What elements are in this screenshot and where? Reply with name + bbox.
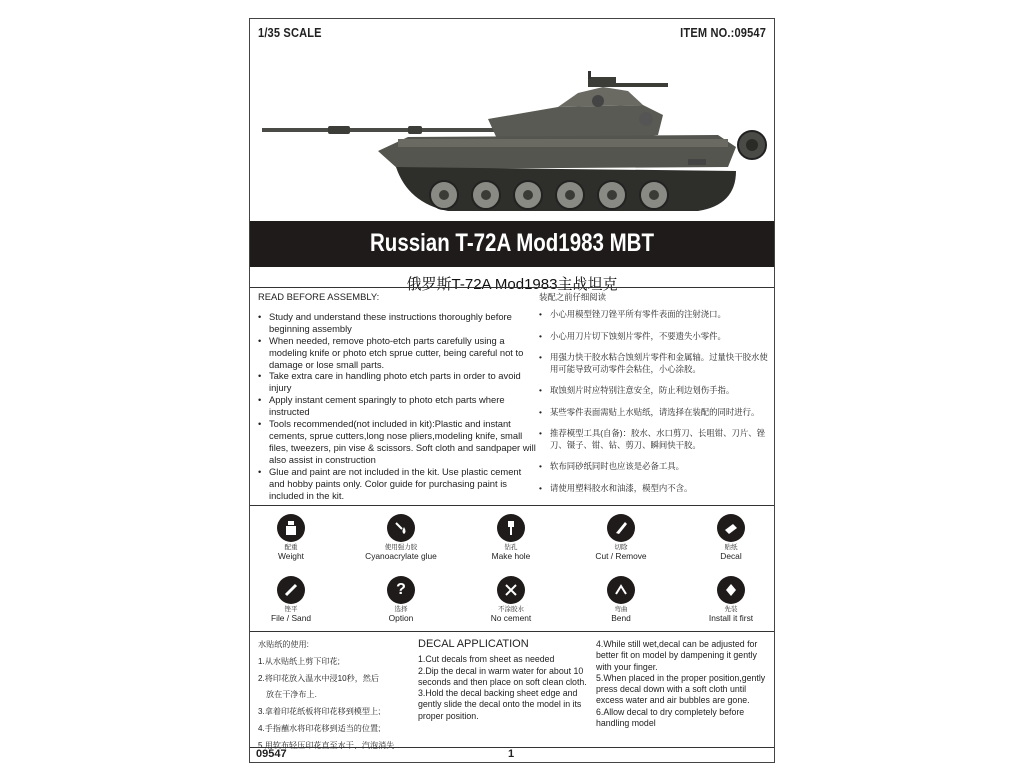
legend-file: 锉平 File / Sand: [249, 576, 336, 623]
title-banner: [250, 221, 774, 267]
read-item: • Glue and paint are not included in the kit. Use plastic cement and hobby paints only. Color guide for purchasing paint is included in the kit.: [258, 466, 538, 502]
read-cn-item: • 软布同砂纸同时也应该是必备工具。: [539, 461, 771, 473]
read-heading: READ BEFORE ASSEMBLY:: [258, 291, 380, 302]
page-number: 1: [508, 748, 515, 760]
glue-drop-icon: [387, 514, 415, 542]
decal-cn-column: 水贴纸的使用: 1.从水贴纸上剪下印花; 2.将印花放入温水中浸10秒，然后 放在干净布上. 3.拿着印花纸板将印花移到模型上; 4.手指蘸水将印花移到适当的位置; 5.用软布轻压印花直至水干、汽泡消失: [258, 640, 395, 750]
read-cn-item: • 请使用塑料胶水和油漆，模型内不含。: [539, 483, 771, 495]
no-cement-icon: [497, 576, 525, 604]
item-number: ITEM NO.:09547: [680, 25, 766, 40]
read-item: • Study and understand these instructions thoroughly before beginning assembly: [258, 311, 538, 335]
bend-icon: [607, 576, 635, 604]
read-item: • When needed, remove photo-etch parts carefully using a modeling knife or photo etch sprue cutter, being careful not to damage or lose small parts.: [258, 335, 538, 371]
read-cn-item: • 取蚀刻片时应特别注意安全，防止利边划伤手指。: [539, 385, 771, 397]
legend-glue: 使用强力胶 Cyanoacrylate glue: [356, 514, 446, 561]
read-cn-item: • 某些零件表面需贴上水贴纸，请选择在装配的同时进行。: [539, 407, 771, 419]
file-icon: [277, 576, 305, 604]
read-cn-heading: 装配之前仔细阅读: [539, 292, 606, 302]
decal-icon: [717, 514, 745, 542]
read-cn-item: • 用强力快干胶水粘合蚀刻片零件和金属轴。过量快干胶水使用可能导致可动零件会粘住，小心涂胶。: [539, 352, 771, 375]
legend-option: ? 选择 Option: [356, 576, 446, 623]
question-icon: ?: [387, 576, 415, 604]
chinese-title: 俄罗斯T-72A Mod1983主战坦克: [406, 276, 618, 293]
decal-application-section: [250, 635, 774, 750]
read-before-cn-section: [539, 291, 771, 504]
instruction-sheet: [249, 18, 775, 763]
tank-illustration: [258, 63, 773, 223]
legend-cut: 切除 Cut / Remove: [576, 514, 666, 561]
read-item: • Apply instant cement sparingly to photo etch parts where instructed: [258, 394, 538, 418]
legend-weight: 配重 Weight: [249, 514, 336, 561]
install-first-icon: [717, 576, 745, 604]
legend-install-first: 先装 Install it first: [686, 576, 775, 623]
read-before-section: [258, 291, 538, 501]
legend-bend: 弯曲 Bend: [576, 576, 666, 623]
legend-no-cement: 不涂胶水 No cement: [466, 576, 556, 623]
divider: [250, 631, 774, 632]
scale-label: 1/35 SCALE: [258, 25, 322, 40]
page-title: Russian T-72A Mod1983 MBT: [369, 229, 655, 257]
symbol-legend: [250, 508, 774, 630]
read-cn-item: • 小心用刀片切下蚀刻片零件，不要遗失小零件。: [539, 331, 771, 343]
weight-icon: [277, 514, 305, 542]
divider: [250, 505, 774, 506]
footer-code: 09547: [256, 748, 287, 760]
divider: [250, 287, 774, 288]
read-item: • Take extra care in handling photo etch parts in order to avoid injury: [258, 370, 538, 394]
legend-make-hole: 钻孔 Make hole: [466, 514, 556, 561]
read-cn-item: • 小心用模型锉刀锉平所有零件表面的注射浇口。: [539, 309, 771, 321]
decal-en-column-2: 4.While still wet,decal can be adjusted for better fit on model by dampening it gently with your finger. 5.When placed in the proper position,gently press decal down with a soft cloth until excess water and air bubbles are gone. 6.Allow decal to dry completely before handling model: [596, 639, 766, 729]
drill-icon: [497, 514, 525, 542]
decal-heading: DECAL APPLICATION: [418, 638, 529, 650]
decal-en-column: DECAL APPLICATION 1.Cut decals from sheet as needed 2.Dip the decal in warm water for about 10 seconds and then place on soft clean cloth. 3.Hold the decal backing sheet edge and gently slide the decal onto the model in its proper position.: [418, 639, 596, 722]
cut-icon: [607, 514, 635, 542]
read-cn-item: • 推荐模型工具(自备)：胶水、水口剪刀、长咀钳、刀片、锉刀、镊子、钳、钻、剪刀、瞬间快干胶。: [539, 428, 771, 451]
legend-decal: 贴纸 Decal: [686, 514, 775, 561]
read-item: • Tools recommended(not included in kit):Plastic and instant cements, sprue cutters,long nose pliers,modeling knife, small files, tweezers, pin vise & scissors. Soft cloth and sandpaper will also assist in construction: [258, 418, 538, 466]
